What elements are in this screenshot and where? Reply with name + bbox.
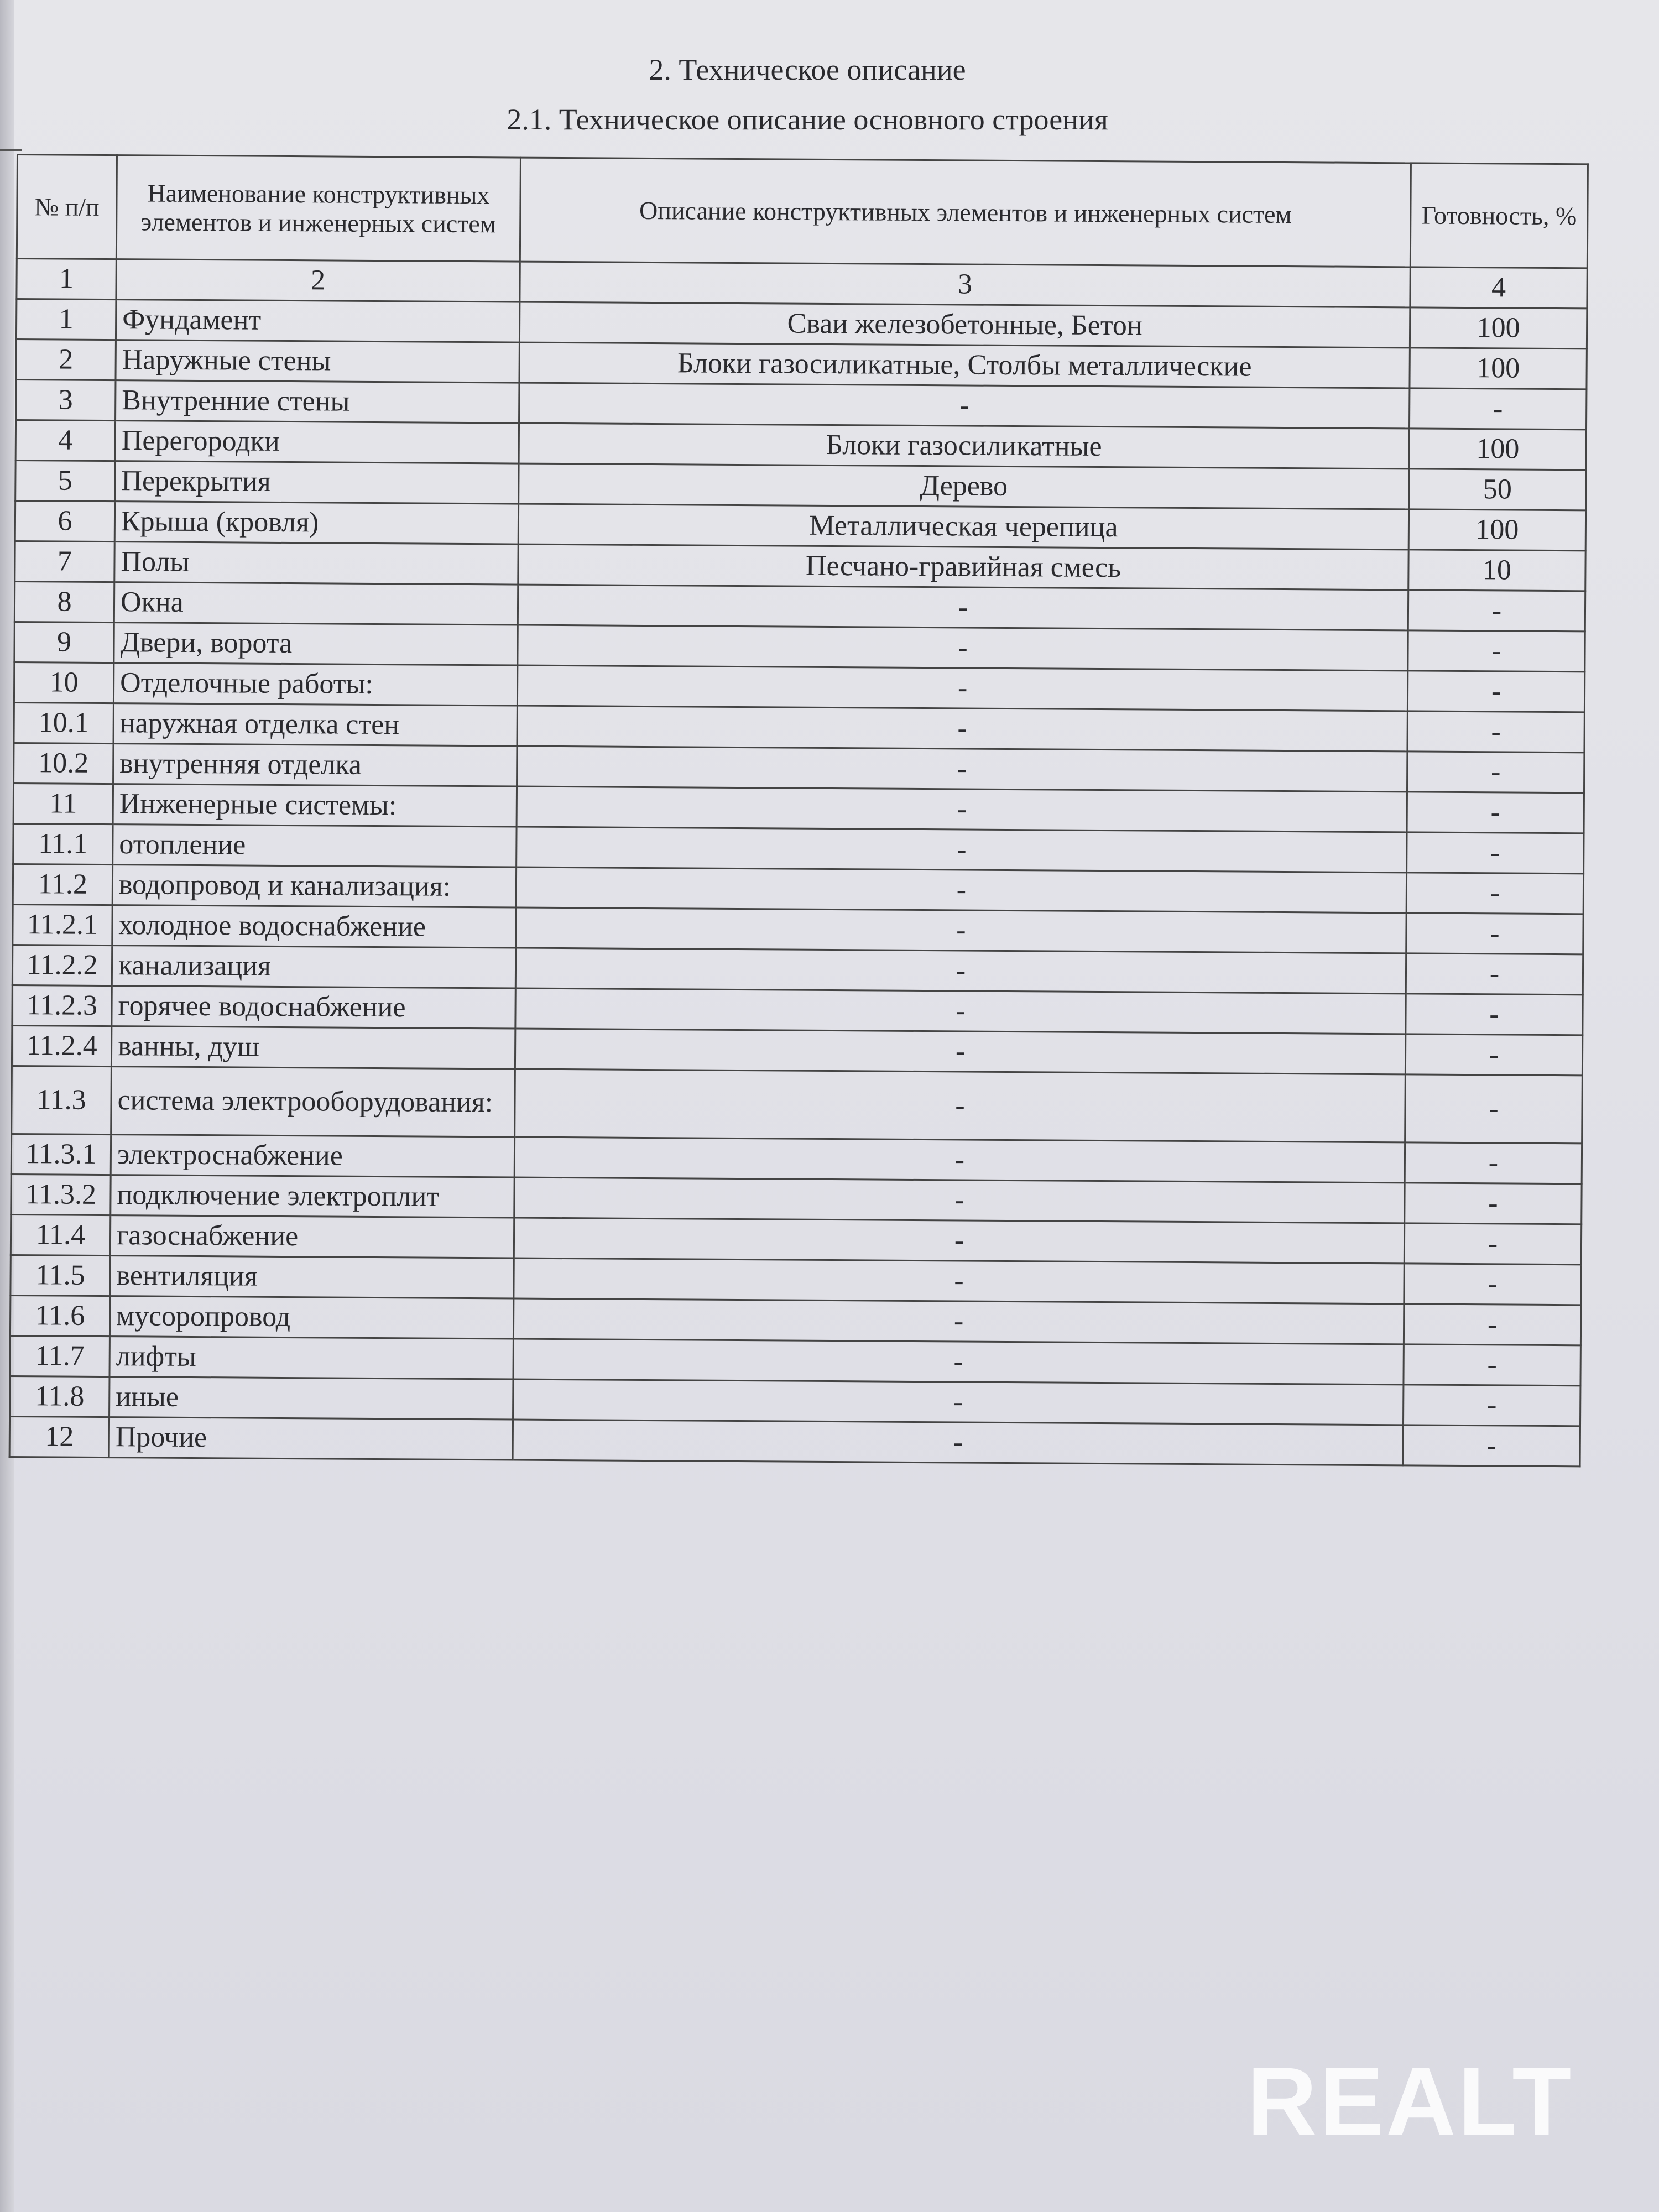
row-number: 11	[13, 783, 113, 824]
row-readiness: 50	[1409, 469, 1586, 510]
header-readiness: Готовность, %	[1410, 163, 1588, 268]
row-number: 11.1	[13, 823, 113, 864]
row-number: 11.2.1	[13, 904, 112, 945]
row-element-name: Окна	[114, 582, 518, 625]
row-readiness: 100	[1410, 307, 1587, 349]
row-element-name: Отделочные работы:	[113, 663, 517, 706]
row-description: Блоки газосиликатные	[519, 423, 1409, 469]
page-edge-mark	[0, 149, 22, 151]
row-number: 4	[15, 420, 115, 461]
realt-watermark-logo: REALT	[1247, 2048, 1574, 2156]
row-element-name: Внутренние стены	[116, 380, 519, 423]
row-readiness: -	[1407, 832, 1584, 874]
row-number: 11.3	[12, 1066, 112, 1134]
row-readiness: -	[1405, 1183, 1582, 1224]
row-number: 3	[16, 380, 116, 421]
row-element-name: Полы	[114, 542, 518, 585]
row-number: 11.2	[13, 864, 112, 905]
row-description: -	[517, 706, 1407, 752]
row-description: -	[519, 383, 1410, 429]
header-element-name: Наименование конструктивных элементов и инженерных систем	[116, 155, 520, 262]
row-number: 11.6	[10, 1295, 109, 1336]
row-element-name: система электрооборудования:	[111, 1067, 515, 1137]
row-description: -	[517, 827, 1407, 873]
row-readiness: 10	[1408, 550, 1585, 591]
row-element-name: Крыша (кровля)	[114, 502, 518, 544]
row-element-name: водопровод и канализация:	[112, 865, 516, 907]
column-number: 1	[17, 259, 116, 300]
row-number: 1	[16, 299, 116, 340]
row-element-name: вентиляция	[110, 1256, 514, 1298]
row-element-name: подключение электроплит	[111, 1175, 514, 1218]
row-description: -	[515, 1069, 1406, 1142]
row-description: -	[514, 1258, 1404, 1304]
header-number: № п/п	[17, 155, 117, 259]
subsection-heading: 2.1. Техническое описание основного строения	[507, 103, 1108, 136]
row-readiness: 100	[1409, 429, 1586, 470]
row-readiness: -	[1407, 671, 1584, 712]
row-element-name: Инженерные системы:	[113, 784, 517, 827]
row-readiness: -	[1406, 913, 1583, 954]
technical-description-table	[9, 154, 1589, 1467]
row-number: 11.3.2	[11, 1174, 111, 1215]
row-description: -	[515, 948, 1406, 994]
row-number: 11.4	[11, 1214, 110, 1255]
row-description: -	[515, 988, 1406, 1034]
row-number: 12	[9, 1416, 109, 1457]
row-number: 11.5	[11, 1255, 110, 1296]
row-readiness: -	[1408, 590, 1585, 632]
row-element-name: ванны, душ	[111, 1026, 515, 1069]
row-element-name: Наружные стены	[116, 340, 519, 383]
row-number: 6	[15, 500, 114, 541]
table-row	[12, 1066, 1583, 1143]
row-element-name: Перегородки	[115, 421, 519, 463]
row-readiness: -	[1407, 711, 1584, 753]
row-element-name: горячее водоснабжение	[112, 986, 515, 1029]
row-readiness: -	[1404, 1385, 1580, 1426]
column-number: 3	[520, 262, 1410, 307]
row-number: 8	[14, 581, 114, 622]
row-description: -	[514, 1137, 1405, 1183]
row-readiness: -	[1404, 1304, 1580, 1345]
row-readiness: -	[1406, 994, 1583, 1035]
row-readiness: -	[1410, 388, 1587, 430]
row-readiness: -	[1405, 1074, 1583, 1144]
row-number: 10	[14, 662, 113, 703]
row-readiness: -	[1404, 1344, 1580, 1386]
row-readiness: -	[1404, 1264, 1581, 1305]
row-description: -	[514, 1177, 1405, 1223]
row-element-name: лифты	[109, 1337, 513, 1379]
row-readiness: -	[1405, 1034, 1582, 1076]
row-readiness: -	[1408, 630, 1585, 672]
row-description: Сваи железобетонные, Бетон	[519, 302, 1410, 348]
column-number: 4	[1410, 267, 1587, 309]
section-heading: 2. Техническое описание	[649, 53, 966, 86]
row-description: Дерево	[519, 463, 1409, 509]
row-readiness: -	[1405, 1142, 1582, 1184]
row-readiness: -	[1406, 953, 1583, 995]
table-header-row	[17, 155, 1588, 268]
row-element-name: холодное водоснабжение	[112, 905, 516, 948]
row-number: 11.2.2	[12, 945, 112, 985]
row-description: -	[517, 746, 1407, 792]
row-element-name: иные	[109, 1377, 513, 1420]
row-number: 10.2	[14, 743, 113, 784]
row-readiness: -	[1403, 1425, 1580, 1467]
table-body	[9, 299, 1587, 1467]
header-description: Описание конструктивных элементов и инженерных систем	[520, 158, 1411, 267]
row-number: 11.7	[10, 1335, 109, 1376]
row-description: Блоки газосиликатные, Столбы металлические	[519, 342, 1410, 388]
row-element-name: наружная отделка стен	[113, 703, 517, 746]
row-element-name: Перекрытия	[115, 461, 519, 504]
row-description: -	[513, 1420, 1403, 1465]
row-element-name: внутренняя отделка	[113, 744, 517, 786]
row-readiness: -	[1407, 792, 1584, 833]
row-number: 10.1	[14, 702, 113, 743]
row-description: -	[517, 665, 1407, 711]
row-number: 5	[15, 460, 115, 501]
row-description: -	[515, 1029, 1405, 1074]
row-number: 11.8	[10, 1376, 109, 1417]
row-readiness: 100	[1408, 509, 1585, 551]
row-description: -	[514, 1218, 1404, 1264]
column-number: 2	[116, 259, 520, 302]
row-number: 11.2.3	[12, 985, 112, 1026]
row-readiness: -	[1404, 1223, 1581, 1265]
row-number: 9	[14, 622, 114, 662]
row-number: 7	[15, 541, 114, 582]
row-description: -	[517, 786, 1407, 832]
row-element-name: Прочие	[109, 1417, 513, 1460]
row-description: -	[513, 1339, 1404, 1385]
row-readiness: 100	[1410, 348, 1587, 389]
row-element-name: Двери, ворота	[114, 623, 518, 665]
row-readiness: -	[1406, 873, 1583, 914]
row-description: Металлическая черепица	[518, 504, 1408, 550]
row-element-name: газоснабжение	[110, 1215, 514, 1258]
row-description: -	[518, 585, 1408, 630]
row-element-name: канализация	[112, 946, 515, 988]
row-readiness: -	[1407, 752, 1584, 793]
row-number: 11.3.1	[11, 1134, 111, 1175]
row-description: -	[513, 1298, 1404, 1344]
row-element-name: электроснабжение	[111, 1135, 514, 1177]
row-description: -	[516, 867, 1406, 913]
row-number: 11.2.4	[12, 1025, 111, 1066]
row-description: -	[516, 907, 1406, 953]
row-element-name: Фундамент	[116, 300, 519, 342]
row-element-name: мусоропровод	[109, 1296, 513, 1339]
row-description: -	[513, 1379, 1404, 1425]
row-description: -	[518, 625, 1408, 671]
row-description: Песчано-гравийная смесь	[518, 544, 1408, 590]
row-number: 2	[16, 340, 116, 380]
row-element-name: отопление	[113, 825, 517, 867]
